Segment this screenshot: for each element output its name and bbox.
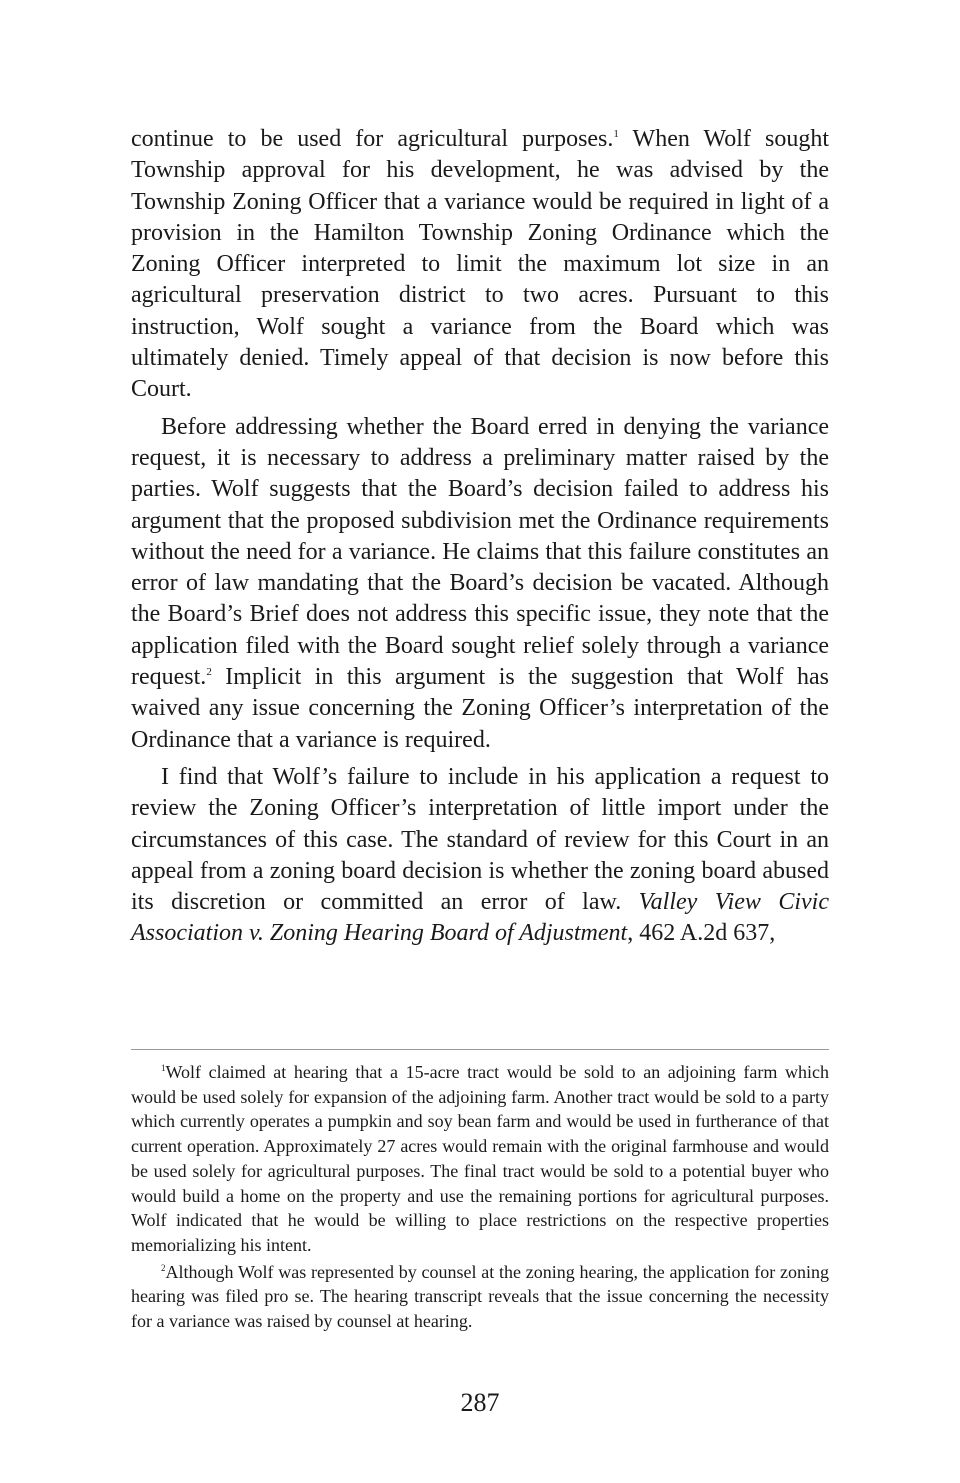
footnote-divider bbox=[131, 1049, 829, 1050]
footnote-ref-1[interactable]: 1 bbox=[613, 128, 619, 140]
footnote-2 bbox=[131, 1260, 829, 1334]
main-text bbox=[131, 124, 829, 950]
paragraph-1-text-cont: When Wolf sought Township approval for his development, he was advised by the Township Zoning Officer that a variance would be required in light of a provision in the Hamilton Township Zoning Ordinance which the Zoning Officer interpreted to limit the maximum lot size in an agricultural preservation district to two acres. Pursuant to this instruction, Wolf sought a variance from the Board which was ultimately denied. Timely appeal of that decision is now before this Court. bbox=[131, 126, 830, 403]
paragraph-3-text-cont: , 462 A.2d 637, bbox=[627, 920, 776, 947]
footnote-mark-2: 2 bbox=[161, 1262, 166, 1273]
paragraph-3-text: I find that Wolf’s failure to include in his application a request to review the Zoning Officer’s interpretation of little import under the circumstances of this case. The standard of review for this Court in an appeal from a zoning board decision is whether the zoning board abused its discretion or committed an error of law. bbox=[131, 763, 829, 916]
footnote-2-text: Although Wolf was represented by counsel at the zoning hearing, the application for zoning hearing was filed pro se. The hearing transcript reveals that the issue concerning the necessity for a variance was raised by counsel at hearing. bbox=[131, 1261, 829, 1332]
paragraph-2-text: Before addressing whether the Board erred in denying the variance request, it is necessary to address a preliminary matter raised by the parties. Wolf suggests that the Board’s decision failed to address his argument that the proposed subdivision met the Ordinance requirements without the need for a variance. He claims that this failure constitutes an error of law mandating that the Board’s decision be vacated. Although the Board’s Brief does not address this specific issue, they note that the application filed with the Board sought relief solely through a variance request. bbox=[131, 413, 829, 691]
footnote-mark-1: 1 bbox=[161, 1063, 166, 1073]
footnote-1 bbox=[131, 1060, 829, 1258]
paragraph-2-text-cont: Implicit in this argument is the suggestion that Wolf has waived any issue concerning the Zoning Officer’s interpretation of the Ordinance that a variance is required. bbox=[131, 664, 829, 753]
footnotes bbox=[131, 1060, 829, 1334]
paragraph-2 bbox=[131, 412, 829, 756]
paragraph-1 bbox=[131, 124, 829, 406]
case-citation: Valley View Civic Association v. Zoning Hearing Board of Adjustment bbox=[131, 889, 830, 947]
footnote-1-text: Wolf claimed at hearing that a 15-acre tract would be sold to an adjoining farm which would be used solely for expansion of the adjoining farm. Another tract would be sold to a party which currently operates a pumpkin and soy bean farm and would be used in furtherance of that current operation. Approximately 27 acres would remain with the original farmhouse and would be used solely for agricultural purposes. The final tract would be sold to a potential buyer who would build a home on the property and use the remaining portions for agricultural purposes. Wolf indicated that he would be willing to place restrictions on the respective properties memorializing his intent. bbox=[131, 1062, 829, 1255]
paragraph-1-text: continue to be used for agricultural purposes. bbox=[131, 126, 614, 152]
paragraph-3 bbox=[131, 762, 829, 950]
footnote-ref-2[interactable]: 2 bbox=[206, 666, 212, 679]
page-number: 287 bbox=[460, 1388, 500, 1417]
